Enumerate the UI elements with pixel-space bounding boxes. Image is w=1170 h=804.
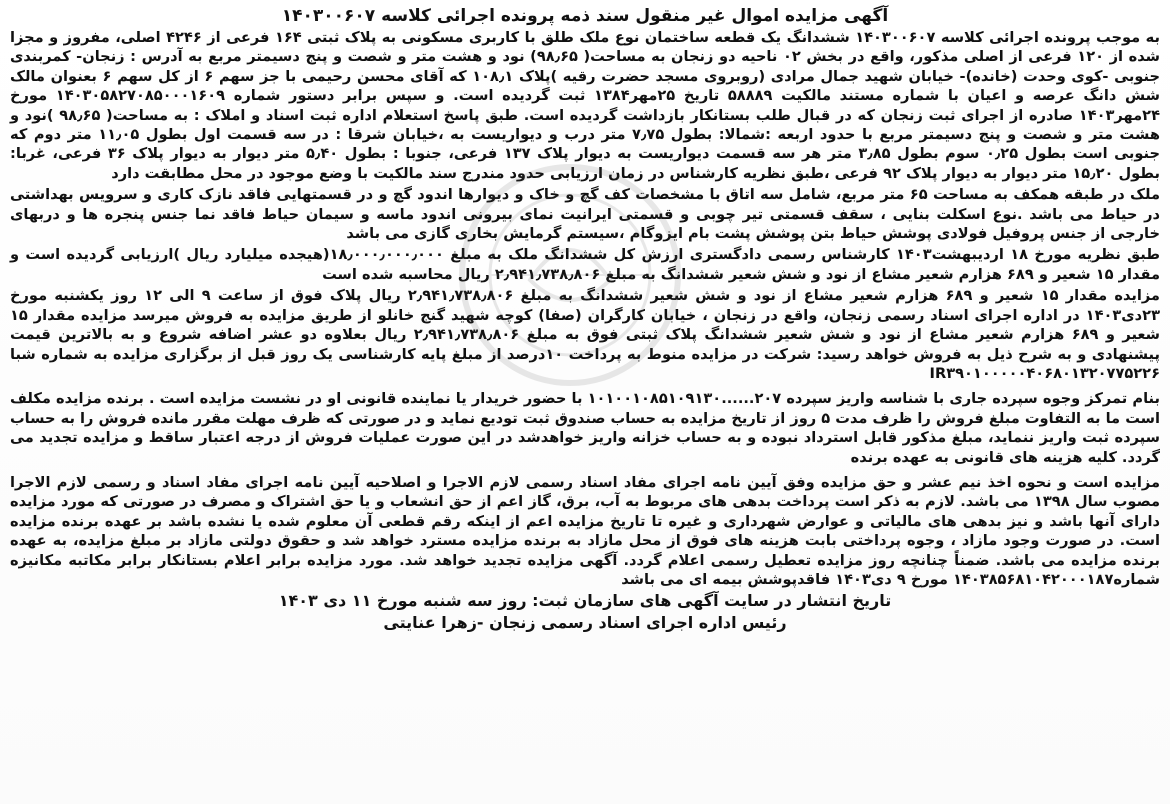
signature-line: رئیس اداره اجرای اسناد رسمی زنجان -زهرا عنایتی	[383, 613, 787, 633]
valuation-paragraph: طبق نظریه مورخ ۱۸ اردیبهشت۱۴۰۳ کارشناس رسمی دادگستری ارزش کل ششدانگ ملک به مبلغ ۱۸٫۰۰۰٫۰۰۰٫۰۰۰(هیجده میلیارد ریال )ارزیابی گردیده است و مقدار ۱۵ شعیر و ۶۸۹ هزارم شعیر مشاع از نود و شش شعیر ششدانگ به مبلغ ۲٫۹۴۱٫۷۳۸٫۸۰۶ ریال محاسبه شده است	[10, 246, 1160, 283]
auction-terms-paragraph: مزایده مقدار ۱۵ شعیر و ۶۸۹ هزارم شعیر مشاع از نود و شش شعیر ششدانگ به مبلغ ۲٫۹۴۱٫۷۳۸٫۸۰۶ ریال پلاک فوق از ساعت ۹ الی ۱۲ روز یکشنبه مورخ ۲۳دی۱۴۰۳ در اداره اجرای اسناد رسمی زنجان، واقع در زنجان ، خیابان کارگران (صفا) کوچه شهید گنج خانلو از طریق مزایده به فروش میرسد مزایده مقدار ۱۵ شعیر و ۶۸۹ هزارم شعیر مشاع از نود و شش شعیر ششدانگ پلاک ثبتی فوق به مبلغ ۲٫۹۴۱٫۷۳۸٫۸۰۶ ریال بعلاوه دو عشر اضافه شروع و به بالاترین قیمت پیشنهادی و به شرح ذیل به فروش خواهد رسید: شرکت در مزایده منوط به پرداخت ۱۰درصد از مبلغ پایه کارشناسی یک روز قبل از برگزاری مزایده به شماره شبا IR۳۹۰۱۰۰۰۰۰۴۰۶۸۰۱۳۲۰۷۷۵۲۲۶	[10, 287, 1160, 382]
legal-conditions-paragraph: مزایده است و نحوه اخذ نیم عشر و حق مزایده وفق آیین نامه اجرای مفاد اسناد رسمی لازم الاجرا و اصلاحیه آیین نامه اجرای مفاد اسناد و رسمی لازم الاجرا مصوب سال ۱۳۹۸ می باشد. لازم به ذکر است پرداخت بدهی های مربوط به آب، برق، گاز اعم از حق انشعاب و یا حق اشتراک و مصرف در صورتی که مورد مزایده دارای آنها باشد و نیز بدهی های مالیاتی و عوارض شهرداری و غیره تا تاریخ مزایده اعم از اینکه رقم قطعی آن معلوم شده یا نشده باشد بر عهده برنده مزایده است. در صورت وجود مازاد ، وجوه پرداختی بابت هزینه های فوق از محل مازاد به برنده مزایده مسترد خواهد شد و حقوق دولتی مازاد بر مبلغ مزایده، به عهده برنده مزایده می باشد. ضمناً چنانچه روز مزایده تعطیل رسمی اعلام گردد. آگهی مزایده تجدید خواهد شد. مورد مزایده برابر اعلام بستانکار برابر مکاتبه مکانیزه شماره۱۴۰۳۸۵۶۸۱۰۴۲۰۰۰۱۸۷ مورخ ۹ دی۱۴۰۳ فاقدپوشش بیمه ای می باشد	[10, 473, 1160, 588]
publish-date-line: تاریخ انتشار در سایت آگهی های سازمان ثبت: روز سه شنبه مورخ ۱۱ دی ۱۴۰۳	[278, 591, 892, 611]
building-specifications-paragraph: ملک در طبقه همکف به مساحت ۶۵ متر مربع، شامل سه اتاق با مشخصات کف گچ و خاک و دیوارها اندود گچ و در قسمتهایی فاقد نازک کاری و سرویس بهداشتی در حیاط می باشد .نوع اسکلت بنایی ، سقف قسمتی تیر چوبی و قسمتی ایرانیت نمای بیرونی اندود ماسه و سیمان حیاط فاقد نما جنس پنجره ها و دربهای خارجی از جنس پروفیل فولادی پوشش حیاط بتن پوشش پشت بام ایزوگام ،سیستم گرمایش بخاری گازی می باشد	[10, 186, 1160, 243]
notice-title: آگهی مزایده اموال غیر منقول سند ذمه پرونده اجرائی کلاسه ۱۴۰۳۰۰۶۰۷	[281, 6, 889, 26]
property-description-paragraph: به موجب پرونده اجرائی کلاسه ۱۴۰۳۰۰۶۰۷ ششدانگ یک قطعه ساختمان نوع ملک طلق با کاربری مسکونی به پلاک ثبتی ۱۶۴ فرعی از ۴۲۴۶ اصلی، مفروز و مجزا شده از ۱۲۰ فرعی از اصلی مذکور، واقع در بخش ۰۲ ناحیه دو زنجان به مساحت( ۹۸٫۶۵) نود و هشت متر و شصت و پنج دسیمتر مربع به آدرس : زنجان- کمربندی جنوبی -کوی وحدت (خانده)- خیابان شهید جمال مرادی (روبروی مسجد حضرت رقیه )پلاک ۱۰۸٫۱ که آقای محسن رحیمی با جز سهم ۶ از کل سهم ۶ بعنوان مالک شش دانگ عرصه و اعیان با شماره مستند مالکیت ۵۸۸۸۹ تاریخ ۲۵مهر۱۳۸۴ ثبت گردیده است. و سپس برابر دستور شماره ۱۴۰۳۰۵۸۲۷۰۸۵۰۰۰۱۶۰۹ مورخ ۲۴مهر۱۴۰۳ صادره از اجرای ثبت زنجان که در قبال طلب بستانکار بازداشت گردیده است. طبق پاسخ استعلام اداره ثبت اسناد و املاک : به مساحت( ۹۸٫۶۵ )نود و هشت متر و شصت و پنج دسیمتر مربع با حدود اربعه :شمالا: بطول ۷٫۷۵ متر درب و دیواریست به ،خیابان شرقا : در سه قسمت اول بطول ۱۱٫۰۵ متر دوم که جنوبی است بطول ۰٫۲۵ سوم بطول ۳٫۸۵ متر هر سه قسمت دیواریست به دیوار پلاک ۱۳۷ فرعی، جنوبا : بطول ۵٫۴۰ متر دیوار به دیوار پلاک ۳۶ فرعی، غربا: بطول ۱۵٫۲۰ متر دیوار به دیوار پلاک ۹۲ فرعی ،طبق نظریه کارشناس در زمان ارزیابی حدود مندرج سند مالکیت با وضع موجود در محل مطابقت دارد	[10, 29, 1161, 182]
payment-conditions-paragraph: بنام تمرکز وجوه سپرده جاری با شناسه واریز سپرده ۲۰۷......۱۰۱۰۰۱۰۸۵۱۰۹۱۳۰ با حضور خریدار یا نماینده قانونی او در نشست مزایده است . برنده مزایده مکلف است ما به التفاوت مبلغ فروش را ظرف مدت ۵ روز از تاریخ مزایده به حساب صندوق ثبت تودیع نماید و در صورتی که ظرف مهلت مقرر مانده فروش را به حساب سپرده ثبت واریز ننماید، مبلغ مذکور قابل استرداد نبوده و به حساب خزانه واریز خواهدشد در این صورت عملیات فروش از درجه اعتبار ساقط و مزایده تجدید می گردد. کلیه هزینه های قانونی به عهده برنده	[10, 390, 1160, 466]
